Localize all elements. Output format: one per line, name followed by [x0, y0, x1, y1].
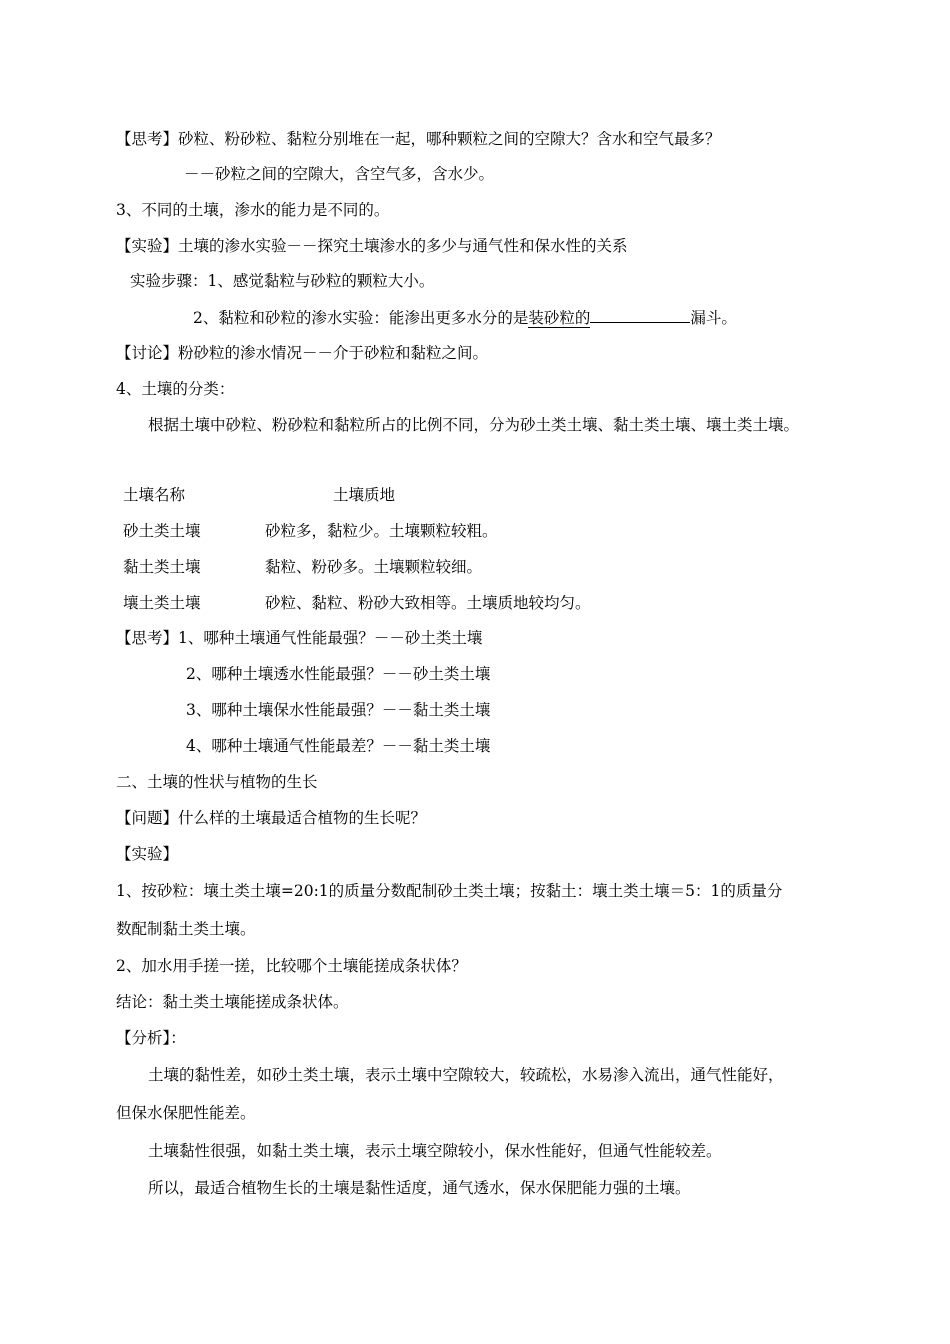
step2-answer: 装砂粒的 [528, 309, 591, 327]
analysis-p1-line2: 但保水保肥性能差。 [116, 1104, 256, 1122]
point4-body: 根据土壤中砂粒、粉砂粒和黏粒所占的比例不同，分为砂土类土壤、黏土类土壤、壤土类土壤。 [148, 416, 800, 434]
think2-q4: 4、哪种土壤通气性能最差？－－黏土类土壤 [186, 737, 491, 755]
think2-q2: 2、哪种土壤透水性能最强？－－砂土类土壤 [186, 665, 491, 683]
experiment1-step2 [193, 306, 737, 329]
section2-step1-line1: 1、按砂粒：壤土类土壤=20:1的质量分数配制砂土类土壤；按黏土：壤土类土壤＝5：1的质量分 [116, 882, 783, 900]
analysis-p1-line1: 土壤的黏性差，如砂土类土壤，表示土壤中空隙较大，较疏松，水易渗入流出，通气性能好， [148, 1066, 784, 1084]
step2-suffix: 漏斗。 [690, 309, 737, 327]
table-row-texture: 黏粒、粉砂多。土壤颗粒较细。 [265, 558, 483, 576]
table-header-name: 土壤名称 [123, 486, 186, 504]
table-row-name: 壤土类土壤 [123, 594, 201, 612]
experiment1-title: 【实验】土壤的渗水实验－－探究土壤渗水的多少与通气性和保水性的关系 [116, 237, 628, 255]
analysis-p2: 土壤黏性很强，如黏土类土壤，表示土壤空隙较小，保水性能好，但通气性能较差。 [148, 1142, 722, 1160]
section2-analysis-label: 【分析】： [116, 1029, 186, 1047]
think1-answer: －－砂粒之间的空隙大，含空气多，含水少。 [184, 165, 495, 183]
analysis-p3: 所以，最适合植物生长的土壤是黏性适度，通气透水，保水保肥能力强的土壤。 [148, 1179, 691, 1197]
point4-title: 4、土壤的分类： [116, 380, 235, 398]
think2-q1: 【思考】1、哪种土壤通气性能最强？－－砂土类土壤 [116, 629, 483, 647]
think2-q3: 3、哪种土壤保水性能最强？－－黏土类土壤 [186, 701, 491, 719]
table-row-texture: 砂粒多，黏粒少。土壤颗粒较粗。 [265, 522, 498, 540]
experiment1-step1: 实验步骤：1、感觉黏粒与砂粒的颗粒大小。 [130, 272, 435, 290]
section2-step2: 2、加水用手搓一搓，比较哪个土壤能搓成条状体？ [116, 957, 467, 975]
discussion-text: 【讨论】粉砂粒的渗水情况－－介于砂粒和黏粒之间。 [116, 344, 489, 362]
answer-blank [590, 306, 690, 323]
step2-prefix: 2、黏粒和砂粒的渗水实验：能渗出更多水分的是 [193, 309, 529, 327]
table-header-texture: 土壤质地 [333, 486, 396, 504]
point3-text: 3、不同的土壤，渗水的能力是不同的。 [116, 201, 390, 219]
section2-experiment-label: 【实验】 [116, 845, 179, 863]
think1-question: 【思考】砂粒、粉砂粒、黏粒分别堆在一起，哪种颗粒之间的空隙大？含水和空气最多？ [116, 130, 721, 148]
section2-conclusion: 结论：黏土类土壤能搓成条状体。 [116, 993, 349, 1011]
table-row-name: 黏土类土壤 [123, 558, 201, 576]
table-row-name: 砂土类土壤 [123, 522, 201, 540]
section2-step1-line2: 数配制黏土类土壤。 [116, 920, 256, 938]
table-row-texture: 砂粒、黏粒、粉砂大致相等。土壤质地较均匀。 [265, 594, 591, 612]
section2-question: 【问题】什么样的土壤最适合植物的生长呢？ [116, 809, 427, 827]
section2-title: 二、土壤的性状与植物的生长 [116, 773, 318, 791]
